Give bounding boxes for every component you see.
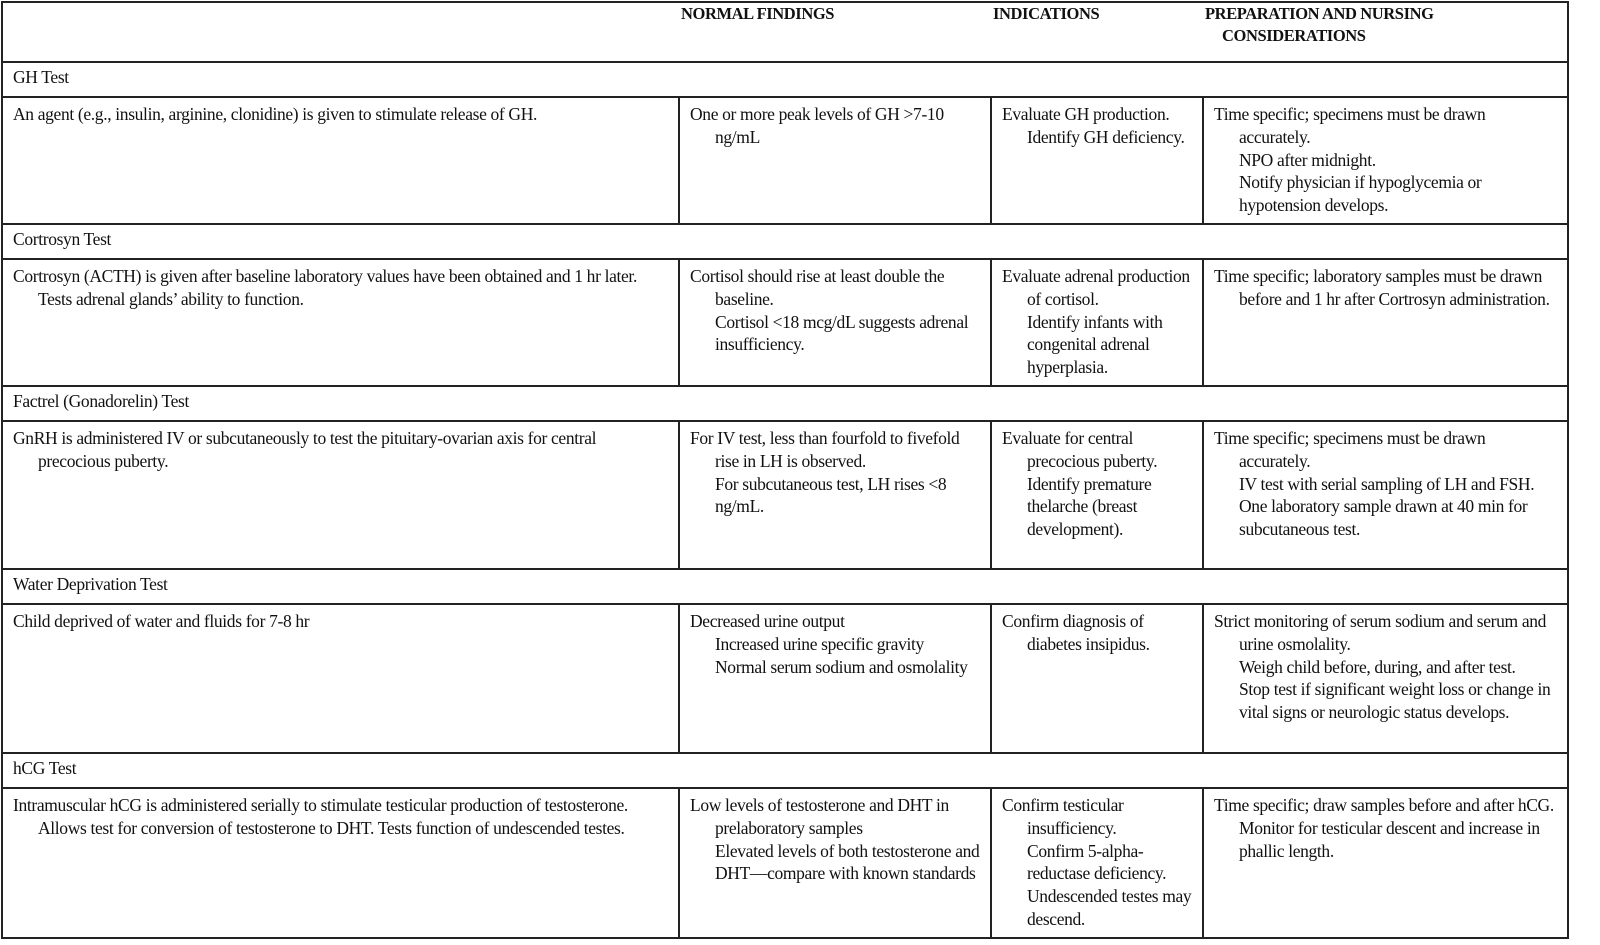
normal-findings-item: For subcutaneous test, LH rises <8 ng/mL. [715, 473, 947, 517]
normal-findings-item: Elevated levels of both testosterone and DHT—compare with known standards [715, 840, 980, 884]
indications-cell [991, 788, 1203, 938]
preparation-item: Weigh child before, during, and after test. [1239, 656, 1516, 677]
test-section-row [2, 753, 1568, 788]
preparation-item: IV test with serial sampling of LH and FSH. [1239, 473, 1535, 494]
preparation-cell [1203, 421, 1568, 569]
preparation-item: NPO after midnight. [1239, 149, 1376, 170]
preparation-item: Stop test if significant weight loss or change in vital signs or neurologic status develops. [1239, 679, 1551, 723]
normal-findings-item: Cortisol should rise at least double the baseline. [690, 265, 945, 309]
normal-findings-cell [679, 788, 991, 938]
header-row [2, 2, 1568, 62]
preparation-item: Time specific; specimens must be drawn accurately. [1214, 104, 1486, 147]
test-detail-row [2, 604, 1568, 753]
preparation-item: Notify physician if hypoglycemia or hypotension develops. [1239, 172, 1482, 216]
indications-cell [991, 604, 1203, 753]
normal-findings-cell [679, 97, 991, 224]
test-name: Cortrosyn Test [2, 224, 1568, 259]
preparation-item: One laboratory sample drawn at 40 min for subcutaneous test. [1239, 496, 1528, 540]
indications-item: Evaluate GH production. [1002, 104, 1170, 124]
procedure-text: An agent (e.g., insulin, arginine, clonidine) is given to stimulate release of GH. [13, 104, 538, 124]
header-preparation-line2: CONSIDERATIONS [1222, 26, 1366, 45]
test-name: hCG Test [2, 753, 1568, 788]
normal-findings-item: For IV test, less than fourfold to fivefold rise in LH is observed. [690, 427, 960, 471]
normal-findings-item: One or more peak levels of GH >7-10 ng/mL [690, 104, 944, 147]
header-indications: INDICATIONS [991, 2, 1203, 62]
test-detail-row [2, 97, 1568, 224]
normal-findings-cell [679, 259, 991, 386]
test-detail-row [2, 421, 1568, 569]
procedure-text: Intramuscular hCG is administered serially to stimulate testicular production of testosterone. Allows test for conversion of testosterone to DHT. Tests function of undescended testes. [13, 794, 628, 838]
test-detail-row [2, 788, 1568, 938]
preparation-cell [1203, 259, 1568, 386]
test-detail-row [2, 259, 1568, 386]
preparation-item: Strict monitoring of serum sodium and serum and urine osmolality. [1214, 610, 1547, 654]
test-section-row [2, 569, 1568, 604]
test-name: Factrel (Gonadorelin) Test [2, 386, 1568, 421]
indications-item: Identify GH deficiency. [1027, 126, 1185, 147]
preparation-cell [1203, 788, 1568, 938]
procedure-text: GnRH is administered IV or subcutaneously to test the pituitary-ovarian axis for central precocious puberty. [13, 427, 597, 471]
procedure-cell [2, 604, 679, 753]
preparation-item: Time specific; laboratory samples must be drawn before and 1 hr after Cortrosyn administration. [1214, 265, 1550, 309]
preparation-cell [1203, 604, 1568, 753]
indications-cell [991, 97, 1203, 224]
preparation-item: Monitor for testicular descent and increase in phallic length. [1239, 817, 1540, 861]
indications-item: Confirm 5-alpha-reductase deficiency. [1027, 840, 1167, 884]
indications-item: Undescended testes may descend. [1027, 886, 1192, 929]
procedure-text: Child deprived of water and fluids for 7-8 hr [13, 610, 310, 631]
normal-findings-item: Low levels of testosterone and DHT in prelaboratory samples [690, 794, 949, 838]
preparation-item: Time specific; draw samples before and after hCG. [1214, 794, 1554, 815]
header-procedure [2, 2, 679, 62]
procedure-cell [2, 259, 679, 386]
preparation-item: Time specific; specimens must be drawn accurately. [1214, 427, 1486, 471]
normal-findings-cell [679, 421, 991, 569]
header-preparation-line1: PREPARATION AND NURSING [1205, 4, 1434, 23]
normal-findings-item: Normal serum sodium and osmolality [715, 656, 968, 677]
normal-findings-item: Increased urine specific gravity [715, 633, 924, 654]
procedure-text: Cortrosyn (ACTH) is given after baseline laboratory values have been obtained and 1 hr later. Tests adrenal glands’ ability to function. [13, 265, 637, 309]
indications-cell [991, 421, 1203, 569]
indications-cell [991, 259, 1203, 386]
indications-item: Confirm diagnosis of diabetes insipidus. [1002, 610, 1150, 654]
test-section-row [2, 224, 1568, 259]
test-name: GH Test [2, 62, 1568, 97]
header-normal-findings: NORMAL FINDINGS [679, 2, 991, 62]
procedure-cell [2, 97, 679, 224]
indications-item: Confirm testicular insufficiency. [1002, 794, 1124, 838]
indications-item: Identify infants with congenital adrenal hyperplasia. [1027, 311, 1163, 378]
test-section-row [2, 62, 1568, 97]
normal-findings-cell [679, 604, 991, 753]
test-name: Water Deprivation Test [2, 569, 1568, 604]
indications-item: Evaluate for central precocious puberty. [1002, 427, 1158, 471]
indications-item: Evaluate adrenal production of cortisol. [1002, 265, 1190, 309]
normal-findings-item: Decreased urine output [690, 610, 845, 631]
indications-item: Identify premature thelarche (breast development). [1027, 473, 1152, 540]
endocrine-tests-table [1, 1, 1569, 939]
header-preparation [1203, 2, 1568, 62]
preparation-cell [1203, 97, 1568, 224]
procedure-cell [2, 788, 679, 938]
test-section-row [2, 386, 1568, 421]
procedure-cell [2, 421, 679, 569]
normal-findings-item: Cortisol <18 mcg/dL suggests adrenal insufficiency. [715, 311, 969, 355]
